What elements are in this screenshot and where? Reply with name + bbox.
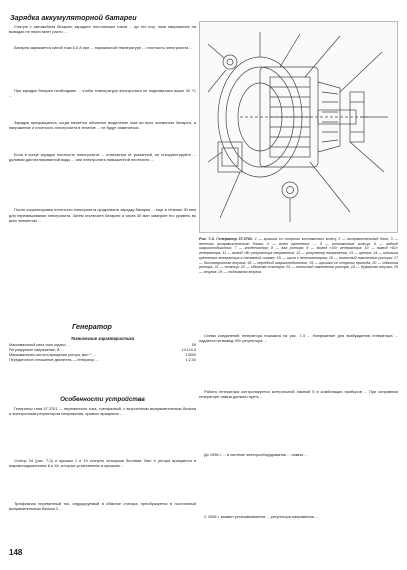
right-paragraph: Схема соединений генератора показана на рис. 7-4 ... Напряжение для возбуждения генератора ... подается на вывод «В» регулятора ... (199, 333, 398, 344)
generator-design-body (9, 406, 196, 544)
right-paragraph: Работа генератора контролируется контрольной лампой 5 в комбинации приборов ... При исправном генераторе лампа должна гореть ... (199, 389, 398, 400)
spec-label: Максимальная частота вращения ротора, мин⁻¹ ... (9, 353, 96, 357)
battery-paragraph: При зарядке батареи необходимо ... чтобы температура электролита не поднималась выше 40 °С ... (9, 87, 196, 98)
right-paragraph: До 1996 г. ... в системе электрооборудования ... лампы ... (204, 451, 308, 457)
battery-section-body (9, 24, 196, 262)
generator-paragraph: Генератор типа 37.3701 — переменного тока, трехфазный, с встроенным выпрямительным блоком и электронным регулятором напряжения, правого вращения ... (9, 406, 196, 417)
specs-subtitle: Технические характеристики (70, 336, 135, 341)
battery-paragraph: Батарея заряжается силой тока 5,5 А при ... нормальной температуре ... плотность электролита ... (14, 45, 193, 51)
spec-row (9, 358, 196, 363)
generator-paragraph: Статор 24 (рис. 7-3) и крышки 1 и 19 стянуты четырьмя болтами. Вал 4 ротора вращается в шарикоподшипниках 6 и 18, которые установлены в крышках ... (9, 458, 196, 469)
spec-label: Регулируемое напряжение, В ... (9, 348, 64, 352)
spec-value: 55 (191, 343, 196, 347)
design-subtitle: Особенности устройства (60, 396, 145, 403)
figure-caption-label: Рис. 7-3. Генератор 37.3701: (199, 237, 254, 241)
spec-label: Передаточное отношение двигатель — генератор ... (9, 358, 99, 362)
spec-label: Максимальный сила тока отдачи ... (9, 343, 70, 347)
generator-figure (199, 21, 398, 233)
generator-drawing (200, 22, 399, 234)
generator-paragraph: Трехфазная переменный ток, индуцируемый в обмотке статора, преобразуется в постоянный выпрямительным блоком 2 ... (9, 500, 196, 511)
battery-paragraph: Если в конце зарядки плотность электролита ... отличается от указанной, ее откорректируйте ... доливом дистиллированной воды ... или электролита повышенной плотности ... (9, 152, 196, 163)
battery-paragraph: Снятую с автомобиля батарею зарядите постоянным током ... до тех пор, пока напряжение на выводах не перестанет расти ... (9, 24, 196, 35)
page-number: 148 (9, 548, 23, 557)
right-paragraph: С 1996 г. взамен устанавливается ... регулятора напряжения ... (204, 513, 319, 519)
battery-paragraph: Зарядка прекращается, когда начнется обильное выделение газа во всех элементах батареи, а напряжение и плотность электролита в течение ... не будут изменяться. (9, 119, 196, 131)
generator-section-title: Генератор (72, 322, 112, 331)
spec-value: 1:2,04 (185, 358, 196, 362)
battery-section-title: Зарядка аккумуляторной батареи (10, 13, 137, 22)
battery-paragraph: После корректировки плотности электролита продолжите зарядку батареи ... еще в течение 30 мин для перемешивания электролита. Затем отключите батарею и через 30 мин замерьте его уровень во всех элементах ... (9, 207, 196, 223)
figure-caption-text: 1 — крышка со стороны контактных колец; 2 — выпрямительный блок; 3 — вентиль выпрямительного блока; 4 — винт крепления ...; 5 — контактные кольца; 6 — задний шарикоподшипник; 7 — конденсатор; 8 — вал ротора; 9 — вывод «30» генератора; 10 — вывод «61» генератора; 11 — вывод «В» регулятора напряжения; 12 — регулятор напряжения; 13 — щетка; 14 — шпилька крепления генератора к натяжной планке; 15 — шкив с вентилятором; 16 — полюсный наконечник ротора; 17 — дистанционная втулка; 18 — передний шарикоподшипник; 19 — крышка со стороны привода; 20 — обмотка ротора; 21 — статор; 22 — обмотка статора; 23 — полюсный наконечник ротора; 24 — буферная втулка; 25 — втулка; 26 — поджимная втулка (199, 237, 399, 274)
right-column-body (199, 333, 398, 565)
spec-value: 14,1±0,5 (181, 348, 196, 352)
generator-specs (9, 334, 196, 363)
spec-value: 13000 (185, 353, 196, 357)
figure-caption (199, 237, 398, 275)
